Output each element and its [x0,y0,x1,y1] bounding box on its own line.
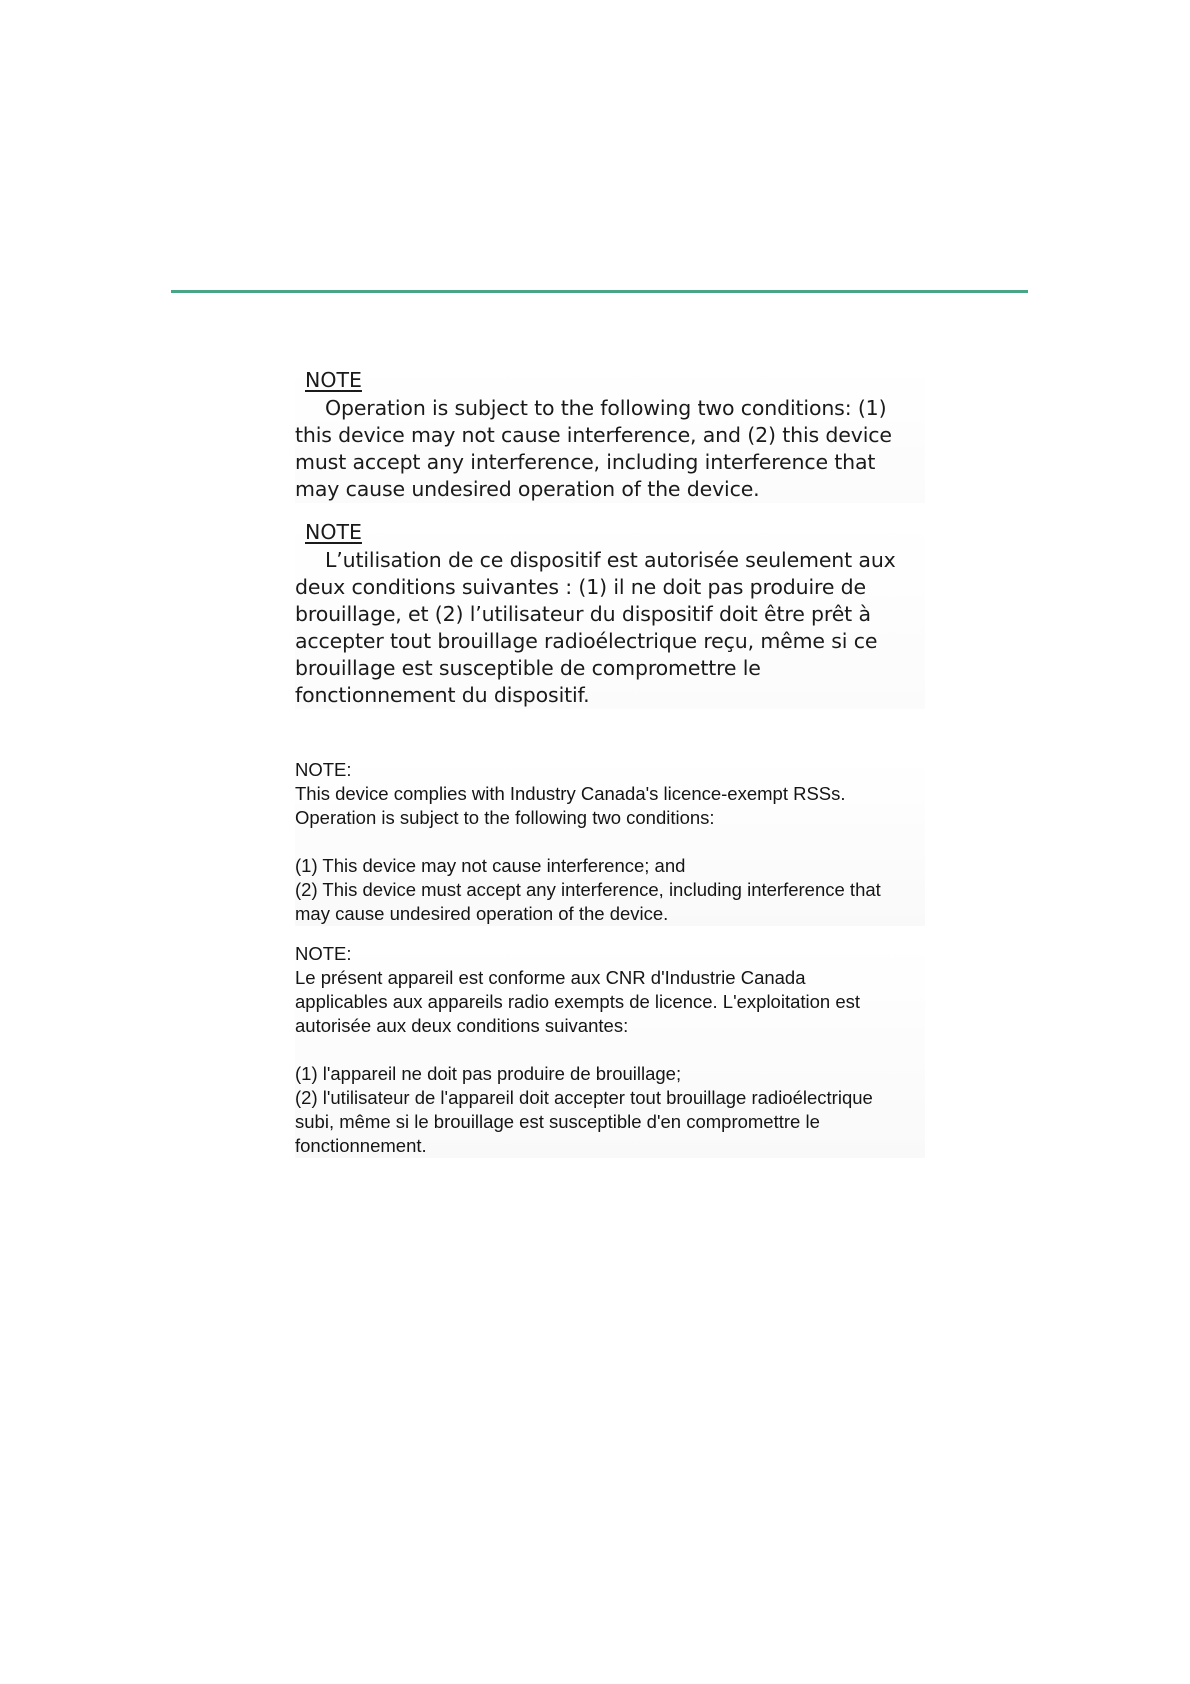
notice-body: L’utilisation de ce dispositif est autorisée seulement aux deux conditions suivantes : (1) il ne doit pas produire de brouillage, et (2) l’utilisateur du dispositif doit être prêt à accepter tout brouillage radioélectrique reçu, même si ce brouillage est susceptible de compromettre le fonctionnement du dispositif. [295,548,896,707]
header-divider [171,290,1028,293]
notice-condition-line: subi, même si le brouillage est susceptible d'en compromettre le [295,1111,820,1132]
notice-heading: NOTE: [295,943,352,964]
notice-condition-line: (2) This device must accept any interference, including interference that [295,879,881,900]
notice-condition-line: may cause undesired operation of the device. [295,903,669,924]
notice-heading: NOTE [305,520,362,544]
notice-condition-line: (1) l'appareil ne doit pas produire de brouillage; [295,1063,682,1084]
notice-industry-canada-french [295,942,925,1158]
notice-industry-canada-english [295,758,925,926]
notice-body: Operation is subject to the following two conditions: (1) this device may not cause interference, and (2) this device must accept any interference, including interference that may cause undesired operation of the device. [295,396,892,501]
notice-heading: NOTE [305,368,362,392]
notice-condition-line: (1) This device may not cause interference; and [295,855,686,876]
paragraph-gap [295,1038,925,1062]
notice-english-interference [295,366,925,503]
notice-condition-line: fonctionnement. [295,1135,427,1156]
notice-intro-line: applicables aux appareils radio exempts de licence. L'exploitation est [295,991,861,1012]
paragraph-gap [295,830,925,854]
notice-intro-line: Operation is subject to the following two conditions: [295,807,715,828]
notice-heading: NOTE: [295,759,352,780]
notice-intro-line: Le présent appareil est conforme aux CNR d'Industrie Canada [295,967,806,988]
notice-intro-line: autorisée aux deux conditions suivantes: [295,1015,629,1036]
notice-condition-line: (2) l'utilisateur de l'appareil doit accepter tout brouillage radioélectrique [295,1087,873,1108]
notice-intro-line: This device complies with Industry Canada's licence-exempt RSSs. [295,783,846,804]
notice-french-interference [295,518,925,709]
